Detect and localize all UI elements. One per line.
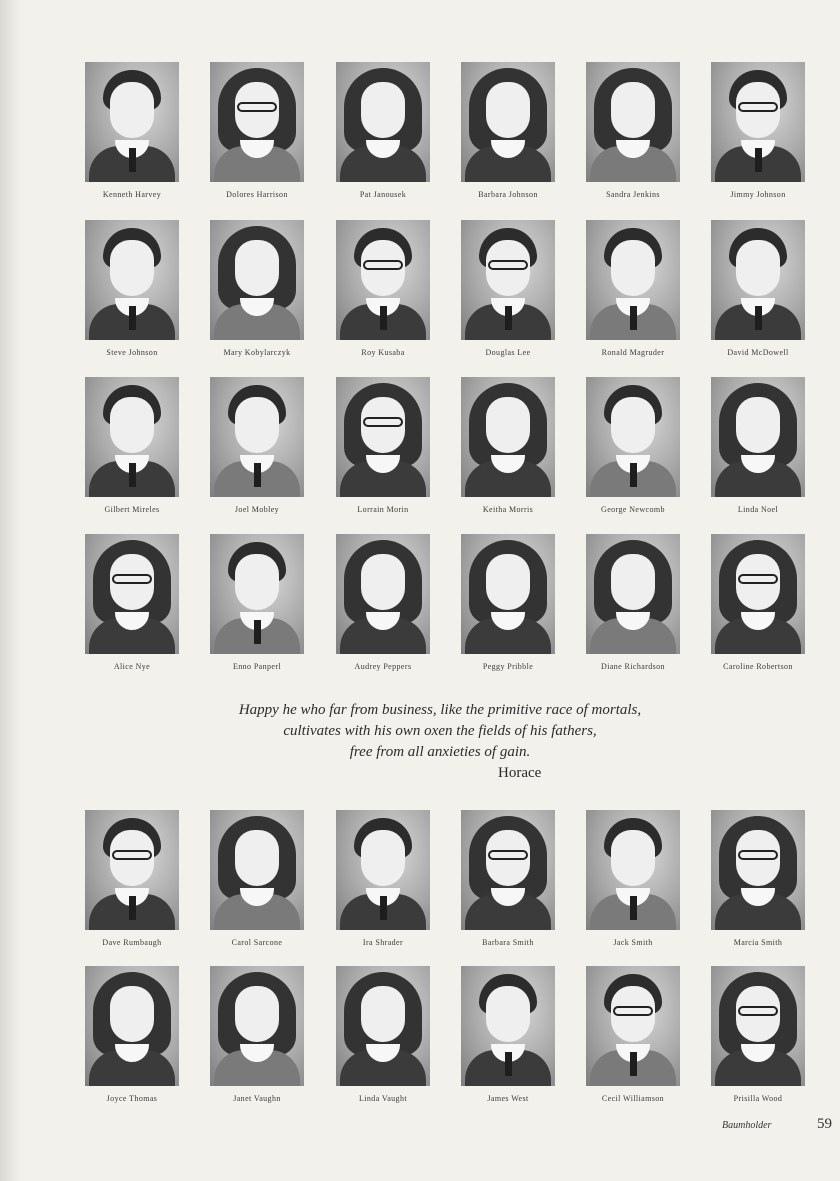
portrait-face xyxy=(110,240,154,296)
quote-line-3: free from all anxieties of gain. xyxy=(349,744,531,760)
portrait-face xyxy=(361,554,405,610)
portrait-glasses xyxy=(488,260,528,270)
portrait-glasses xyxy=(112,850,152,860)
student-name: Barbara Smith xyxy=(482,938,534,947)
portrait-face xyxy=(486,82,530,138)
portrait-tie xyxy=(630,463,637,487)
student-name: Steve Johnson xyxy=(106,348,158,357)
portrait-photo xyxy=(586,966,680,1086)
portrait-face xyxy=(486,397,530,453)
portrait-photo xyxy=(85,966,179,1086)
yearbook-name: Baumholder xyxy=(722,1120,772,1131)
student-name: Diane Richardson xyxy=(601,662,665,671)
portrait-photo xyxy=(586,377,680,497)
student-name: Pat Janousek xyxy=(359,190,407,199)
portrait-glasses xyxy=(363,417,403,427)
student-name: Ira Shrader xyxy=(362,938,404,947)
portrait-face xyxy=(235,397,279,453)
portrait-glasses xyxy=(237,102,277,112)
portrait-photo xyxy=(210,534,304,654)
student-name: Mary Kobylarczyk xyxy=(223,348,291,357)
portrait-photo xyxy=(461,534,555,654)
student-name: Prisilla Wood xyxy=(733,1094,783,1103)
portrait-face xyxy=(110,986,154,1042)
portrait-photo xyxy=(711,220,805,340)
portrait-face xyxy=(235,830,279,886)
portrait-glasses xyxy=(363,260,403,270)
portrait-photo xyxy=(461,966,555,1086)
student-name: Sandra Jenkins xyxy=(606,190,660,199)
portrait-photo xyxy=(461,810,555,930)
portrait-tie xyxy=(129,463,136,487)
portrait-photo xyxy=(210,966,304,1086)
quote-line-1: Happy he who far from business, like the primitive race of mortals, xyxy=(238,702,642,718)
portrait-tie xyxy=(630,1052,637,1076)
page-binding-shadow xyxy=(0,0,22,1181)
student-name: Alice Nye xyxy=(113,662,151,671)
student-name: James West xyxy=(487,1094,529,1103)
portrait-photo xyxy=(336,534,430,654)
portrait-glasses xyxy=(738,1006,778,1016)
portrait-photo xyxy=(711,966,805,1086)
portrait-photo xyxy=(85,534,179,654)
portrait-face xyxy=(235,554,279,610)
portrait-face xyxy=(611,82,655,138)
portrait-face xyxy=(736,240,780,296)
portrait-face xyxy=(611,554,655,610)
portrait-photo xyxy=(85,220,179,340)
student-name: Janet Vaughn xyxy=(233,1094,281,1103)
portrait-photo xyxy=(586,220,680,340)
student-name: Roy Kusaba xyxy=(361,348,405,357)
student-name: Peggy Pribble xyxy=(482,662,534,671)
student-name: Jimmy Johnson xyxy=(730,190,786,199)
portrait-face xyxy=(110,82,154,138)
student-name: Jack Smith xyxy=(613,938,653,947)
portrait-tie xyxy=(129,306,136,330)
student-name: Gilbert Mireles xyxy=(104,505,160,514)
portrait-tie xyxy=(129,148,136,172)
portrait-face xyxy=(361,82,405,138)
portrait-photo xyxy=(210,220,304,340)
portrait-photo xyxy=(210,377,304,497)
student-name: Carol Sarcone xyxy=(231,938,283,947)
portrait-tie xyxy=(380,306,387,330)
portrait-tie xyxy=(380,896,387,920)
student-name: Caroline Robertson xyxy=(723,662,793,671)
portrait-photo xyxy=(711,62,805,182)
portrait-photo xyxy=(336,966,430,1086)
student-name: Linda Noel xyxy=(737,505,779,514)
student-name: Ronald Magruder xyxy=(601,348,665,357)
portrait-face xyxy=(611,240,655,296)
portrait-glasses xyxy=(112,574,152,584)
quote-author: Horace xyxy=(498,765,542,781)
portrait-face xyxy=(611,397,655,453)
student-name: David McDowell xyxy=(727,348,789,357)
student-name: Barbara Johnson xyxy=(478,190,538,199)
portrait-glasses xyxy=(488,850,528,860)
portrait-tie xyxy=(630,896,637,920)
portrait-photo xyxy=(210,62,304,182)
portrait-photo xyxy=(336,220,430,340)
student-name: Linda Vaught xyxy=(359,1094,407,1103)
portrait-tie xyxy=(755,148,762,172)
student-name: Kenneth Harvey xyxy=(102,190,162,199)
student-name: Joyce Thomas xyxy=(106,1094,158,1103)
portrait-photo xyxy=(711,377,805,497)
portrait-face xyxy=(235,986,279,1042)
student-name: Keitha Morris xyxy=(482,505,534,514)
portrait-tie xyxy=(254,620,261,644)
student-name: Marcia Smith xyxy=(733,938,783,947)
quote-line-2: cultivates with his own oxen the fields of his fathers, xyxy=(283,723,597,739)
portrait-tie xyxy=(755,306,762,330)
portrait-photo xyxy=(336,377,430,497)
portrait-tie xyxy=(505,1052,512,1076)
student-name: Audrey Peppers xyxy=(354,662,412,671)
student-name: Dave Rumbaugh xyxy=(102,938,162,947)
portrait-photo xyxy=(711,534,805,654)
student-name: Cecil Williamson xyxy=(601,1094,665,1103)
portrait-face xyxy=(736,397,780,453)
portrait-glasses xyxy=(738,850,778,860)
portrait-photo xyxy=(85,810,179,930)
portrait-tie xyxy=(630,306,637,330)
portrait-face xyxy=(486,554,530,610)
portrait-photo xyxy=(461,220,555,340)
portrait-photo xyxy=(586,810,680,930)
portrait-photo xyxy=(85,377,179,497)
portrait-photo xyxy=(210,810,304,930)
portrait-photo xyxy=(586,62,680,182)
quotation xyxy=(180,700,700,763)
portrait-face xyxy=(611,830,655,886)
portrait-photo xyxy=(461,62,555,182)
page-number: 59 xyxy=(817,1116,832,1132)
portrait-glasses xyxy=(613,1006,653,1016)
portrait-photo xyxy=(461,377,555,497)
portrait-photo xyxy=(336,62,430,182)
student-name: Dolores Harrison xyxy=(226,190,288,199)
portrait-tie xyxy=(254,463,261,487)
portrait-photo xyxy=(586,534,680,654)
portrait-glasses xyxy=(738,574,778,584)
student-name: George Newcomb xyxy=(601,505,665,514)
portrait-tie xyxy=(129,896,136,920)
portrait-photo xyxy=(85,62,179,182)
portrait-face xyxy=(486,986,530,1042)
student-name: Joel Mobley xyxy=(234,505,280,514)
portrait-tie xyxy=(505,306,512,330)
portrait-face xyxy=(110,397,154,453)
student-name: Enno Panperl xyxy=(232,662,282,671)
student-name: Lorrain Morin xyxy=(357,505,409,514)
portrait-face xyxy=(361,986,405,1042)
student-name: Douglas Lee xyxy=(485,348,531,357)
portrait-photo xyxy=(711,810,805,930)
portrait-face xyxy=(235,240,279,296)
portrait-face xyxy=(361,830,405,886)
portrait-glasses xyxy=(738,102,778,112)
portrait-photo xyxy=(336,810,430,930)
